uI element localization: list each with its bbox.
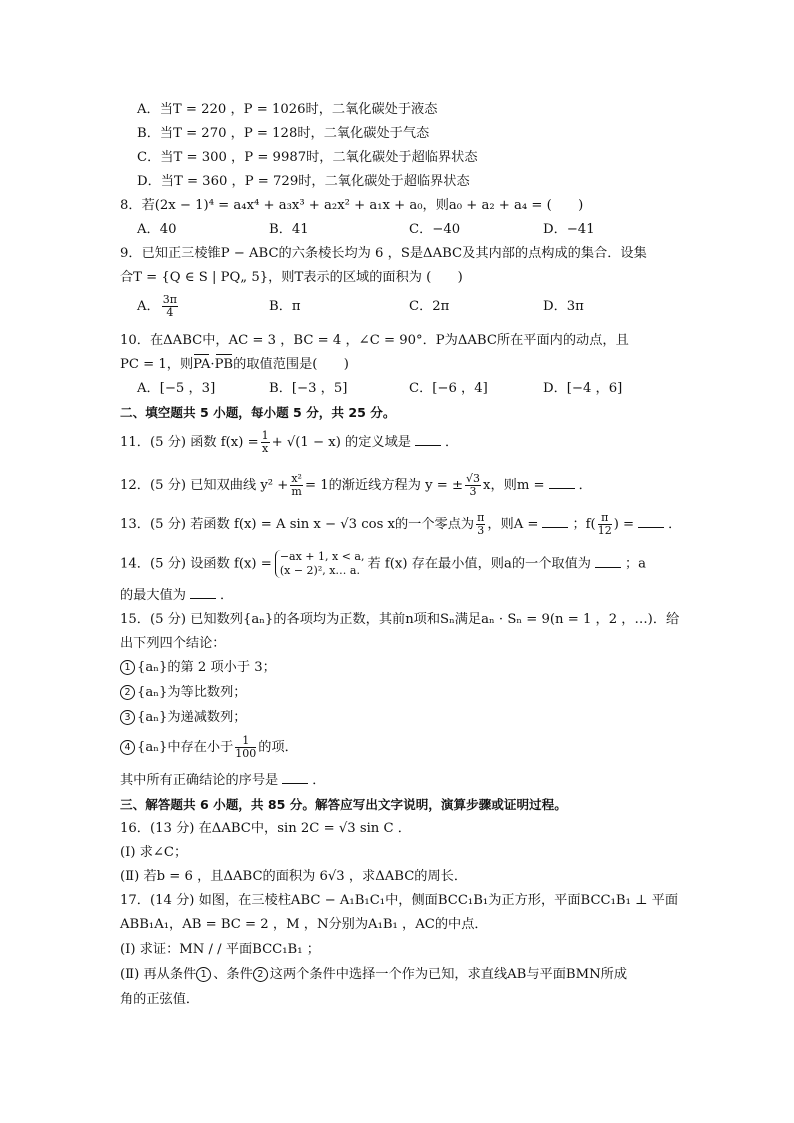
q15-line1: 15．(5 分) 已知数列{aₙ}的各项均为正数，其前n项和Sₙ满足aₙ · Sₙ = 9(n = 1 ，2 ，…)．给	[120, 612, 680, 627]
answer-blank	[595, 555, 621, 568]
circled-number-icon: 1	[120, 660, 135, 675]
q9-line2: 合T = {Q ∈ S | PQ„ 5}，则T表示的区域的面积为 ( )	[120, 270, 463, 285]
q10-option-c: C．[−6 ，4]	[409, 381, 488, 396]
q9-options	[137, 294, 584, 319]
q13: 13．(5 分) 若函数 f(x) = A sin x − √3 cos x的一个零点为 $\frac{\pi}{3}$ ，则A = ；f( $\frac{\pi}{12}$ ) = ．	[120, 511, 682, 537]
q10-option-b: B．[−3 ，5]	[269, 381, 348, 396]
q15-conclusion-3: 3 {aₙ}为递减数列；	[120, 709, 246, 727]
q17-line2: ABB₁A₁，AB = BC = 2 ，M ，N分别为A₁B₁ ，AC的中点．	[120, 917, 488, 932]
q15-conclusion-4: 4 {aₙ}中存在小于 $\frac{1}{100}$ 的项．	[120, 735, 298, 760]
q8-stem: 8．若(2x − 1)⁴ = a₄x⁴ + a₃x³ + a₂x² + a₁x + a₀，则a₀ + a₂ + a₄ = ( )	[120, 198, 584, 213]
q8-option-d: D．−41	[543, 222, 595, 237]
circled-number-icon: 3	[120, 710, 135, 725]
circled-number-icon: 2	[120, 685, 135, 700]
answer-blank	[415, 433, 441, 446]
q15-conclusion-2: 2 {aₙ}为等比数列；	[120, 684, 246, 702]
circled-number-icon: 4	[120, 740, 135, 755]
q9-option-d: D．3π	[543, 299, 584, 314]
section-solution-heading: 三、解答题共 6 小题，共 85 分。解答应写出文字说明，演算步骤或证明过程。	[120, 797, 567, 812]
q16-part2: (Ⅱ) 若b = 6 ，且ΔABC的面积为 6√3 ，求ΔABC的周长．	[120, 869, 468, 884]
circled-number-icon: 1	[196, 967, 211, 982]
q16-stem: 16．(13 分) 在ΔABC中，sin 2C = √3 sin C ．	[120, 821, 411, 836]
circled-number-icon: 2	[253, 967, 268, 982]
q9-option-c: C．2π	[409, 299, 450, 314]
q11: 11．(5 分) 函数 f(x) = $\frac{1}{x}$ + √(1 − x) 的定义域是 ．	[120, 429, 459, 455]
q17-line1: 17．(14 分) 如图，在三棱柱ABC − A₁B₁C₁中，侧面BCC₁B₁为正方形，平面BCC₁B₁ ⊥ 平面	[120, 893, 679, 908]
q10-line1: 10．在ΔABC中，AC = 3 ，BC = 4 ，∠C = 90°．P为ΔABC所在平面内的动点，且	[120, 333, 629, 348]
q7-option-b: B．当T = 270 ，P = 128时，二氧化碳处于气态	[137, 126, 430, 141]
q17-last-line: 角的正弦值．	[120, 992, 200, 1007]
q15-conclusion-1: 1 {aₙ}的第 2 项小于 3；	[120, 659, 276, 677]
q14: 14．(5 分) 设函数 f(x) = −ax + 1, x < a, (x − 2)², x… a. 若 f(x) 存在最小值，则a的一个取值为 ；a	[120, 550, 647, 577]
answer-blank	[638, 515, 664, 528]
q8-options	[137, 221, 595, 239]
q14-line2: 的最大值为 ．	[120, 588, 234, 603]
q9-option-a: A． $\frac{3\pi}{4}$	[137, 293, 177, 319]
q15-tail: 其中所有正确结论的序号是 ．	[120, 773, 326, 788]
q16-part1: (Ⅰ) 求∠C；	[120, 845, 188, 860]
answer-blank	[190, 586, 216, 599]
q7-option-c: C．当T = 300 ，P = 9987时，二氧化碳处于超临界状态	[137, 150, 478, 165]
q10-line2: PC = 1，则PA·PB的取值范围是( )	[120, 357, 349, 372]
answer-blank	[542, 515, 568, 528]
q9-option-b: B．π	[269, 299, 301, 314]
q15-line2: 出下列四个结论：	[120, 636, 226, 651]
q8-option-b: B．41	[269, 222, 309, 237]
q7-option-a: A．当T = 220 ，P = 1026时，二氧化碳处于液态	[137, 102, 438, 117]
answer-blank	[282, 771, 308, 784]
q10-option-d: D．[−4 ，6]	[543, 381, 623, 396]
q8-option-a: A．40	[137, 222, 177, 237]
answer-blank	[549, 476, 575, 489]
q17-part1: (Ⅰ) 求证：MN / / 平面BCC₁B₁ ；	[120, 942, 320, 957]
q10-options	[137, 380, 622, 398]
q12: 12．(5 分) 已知双曲线 y² + $\frac{\text{x²}}{m}$ = 1的渐近线方程为 y = ± $\frac{√3}{3}$ x，则m = ．	[120, 472, 592, 498]
q9-line1: 9．已知正三棱锥P − ABC的六条棱长均为 6 ，S是ΔABC及其内部的点构成的集合．设集	[120, 246, 647, 261]
section-fill-in-heading: 二、填空题共 5 小题，每小题 5 分，共 25 分。	[120, 405, 396, 420]
q10-option-a: A．[−5 ，3]	[137, 381, 216, 396]
q7-option-d: D．当T = 360 ，P = 729时，二氧化碳处于超临界状态	[137, 174, 470, 189]
q17-part2: (Ⅱ) 再从条件 1 、条件 2 这两个条件中选择一个作为已知，求直线AB与平面BMN所成	[120, 967, 628, 982]
q8-option-c: C．−40	[409, 222, 461, 237]
